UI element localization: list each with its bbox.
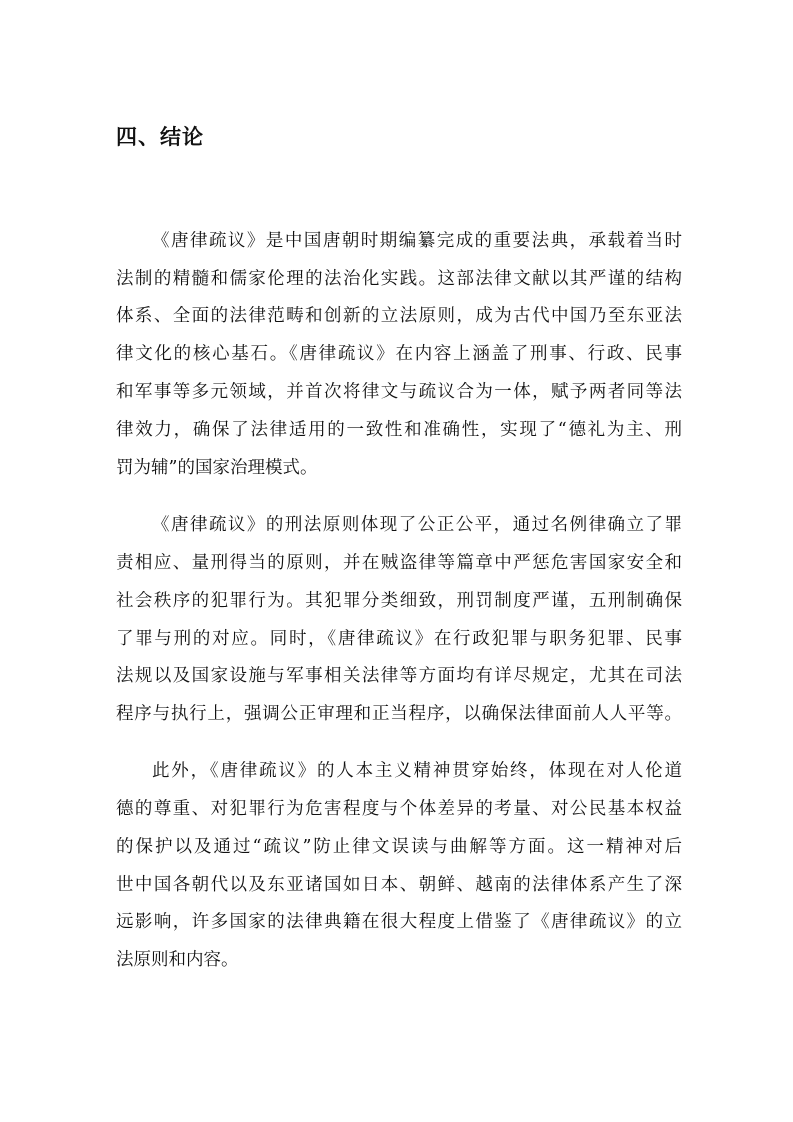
- paragraph-line: 《唐律疏议》的刑法原则体现了公正公平，通过名例律确立了罪: [152, 515, 682, 535]
- paragraph-line: 了罪与刑的对应。同时，《唐律疏议》在行政犯罪与职务犯罪、民事: [116, 629, 682, 649]
- paragraph-line: 和军事等多元领域，并首次将律文与疏议合为一体，赋予两者同等法: [116, 382, 682, 402]
- paragraph-line: 法原则和内容。: [116, 950, 239, 970]
- paragraph-line: 体系、全面的法律范畴和创新的立法原则，成为古代中国乃至东亚法: [116, 306, 682, 326]
- paragraph-line: 罚为辅”的国家治理模式。: [116, 458, 318, 478]
- paragraph-line: 的保护以及通过“疏议”防止律文误读与曲解等方面。这一精神对后: [116, 837, 682, 857]
- paragraph-line: 律文化的核心基石。《唐律疏议》在内容上涵盖了刑事、行政、民事: [116, 344, 682, 364]
- paragraph-line: 《唐律疏议》是中国唐朝时期编纂完成的重要法典，承载着当时: [152, 231, 682, 251]
- paragraph-line: 社会秩序的犯罪行为。其犯罪分类细致，刑罚制度严谨，五刑制确保: [116, 591, 682, 611]
- paragraph-line: 德的尊重、对犯罪行为危害程度与个体差异的考量、对公民基本权益: [116, 799, 682, 819]
- section-heading: 四、结论: [116, 124, 204, 149]
- paragraph-line: 世中国各朝代以及东亚诸国如日本、朝鲜、越南的法律体系产生了深: [116, 875, 682, 895]
- paragraph-line: 此外，《唐律疏议》的人本主义精神贯穿始终，体现在对人伦道: [152, 761, 682, 781]
- paragraph-line: 法规以及国家设施与军事相关法律等方面均有详尽规定，尤其在司法: [116, 666, 682, 686]
- paragraph-line: 法制的精髓和儒家伦理的法治化实践。这部法律文献以其严谨的结构: [116, 269, 682, 289]
- paragraph-line: 律效力，确保了法律适用的一致性和准确性，实现了“德礼为主、刑: [116, 420, 682, 440]
- paragraph-line: 责相应、量刑得当的原则，并在贼盗律等篇章中严惩危害国家安全和: [116, 553, 682, 573]
- paragraph-line: 远影响，许多国家的法律典籍在很大程度上借鉴了《唐律疏议》的立: [116, 912, 682, 932]
- paragraph-line: 程序与执行上，强调公正审理和正当程序，以确保法律面前人人平等。: [116, 704, 682, 724]
